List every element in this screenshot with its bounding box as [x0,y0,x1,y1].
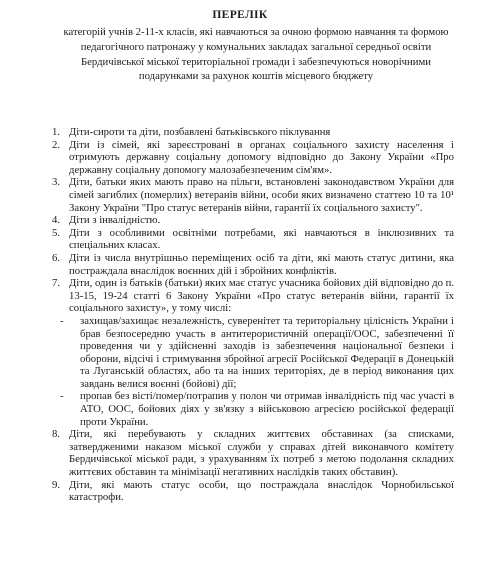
dash-marker: - [60,390,64,403]
list-item-text: Діти, один із батьків (батьки) яких має статус учасника бойових дій відповідно до п. 13-15, 19-24 статті 6 Закону України «Про статус ветеранів війни, гарантії їх соціального захисту», у тому числі: [69,277,454,315]
list-item-text: Діти, які перебувають у складних життєвих обставинах (за списками, затвердженими наказом міської служби у справах дітей виконавчого комітету Бердичівської міської ради, з урахуванням їх потреб з метою подолання складних життєвих обставин та мінімізації негативних наслідків таких обставин). [69,428,454,479]
list-marker: 6. [52,251,61,264]
list-item-text: Діти, батьки яких мають право на пільги, встановлені законодавством України для сімей загиблих (померлих) ветеранів війни, особи яких визначено статтею 10 та 10¹ Закону України "Про статус ветеранів війни, гарантії їх соціального захисту". [69,176,454,214]
list-item-text: Діти, які мають статус особи, що постраждала внаслідок Чорнобильської катастрофи. [69,478,454,504]
list-item-text: Діти із сімей, які зареєстровані в органах соціального захисту населення і отримують державну соціальну допомогу відповідно до Закону України «Про державну соціальну допомогу малозабезпеченим сім'ям». [69,138,454,176]
category-list [0,126,480,504]
list-item-text: Діти з інвалідністю. [69,214,161,227]
list-item-8 [0,428,480,478]
list-item-text: Діти із числа внутрішньо переміщених осіб та діти, які мають статус дитини, яка постраждала внаслідок воєнних дій і збройних конфліктів. [69,251,454,277]
list-item-1 [0,126,480,139]
document-title: ПЕРЕЛІК [212,9,268,21]
list-item-9 [0,479,480,504]
list-item-text: Діти-сироти та діти, позбавлені батьківського піклування [69,126,331,138]
list-marker: 3. [52,176,61,189]
list-marker: 5. [52,226,61,239]
list-item-5 [0,227,480,252]
list-marker: 4. [52,214,61,227]
sub-item-1 [0,315,480,391]
list-marker: 8. [52,428,61,441]
list-marker: 1. [52,126,61,138]
document-subtitle: категорій учнів 2-11-х класів, які навчаються за очною формою навчання та формою педагогічного патронажу у комунальних закладах загальної середньої освіти Бердичівської міської територіальної громади і забезпечуються новорічними подарунками за рахунок коштів місцевого бюджету [63,26,449,83]
list-marker: 7. [52,277,61,290]
list-item-text: захищав/захищає незалежність, суверенітет та територіальну цілісність України і брав безпосередню участь в антитерористичній операції/ООС, забезпеченні її проведення чи у здійсненні заходів із забезпечення національної безпеки і оборони, відсічі і стримування збройної агресії Російської Федерації в Донецькій та Луганській областях, або та на інших територіях, де в період виконання цих завдань велися воєнні (бойові) дії; [80,314,454,390]
list-item-text: Діти з особливими освітніми потребами, які навчаються в інклюзивних та спеціальних класах. [69,226,454,252]
list-marker: 2. [52,138,61,151]
list-item-4 [0,214,480,227]
list-item-6 [0,252,480,277]
list-item-2 [0,139,480,177]
list-item-3 [0,176,480,214]
sub-item-2 [0,390,480,428]
list-item-7 [0,277,480,315]
list-marker: 9. [52,478,61,491]
dash-marker: - [60,314,64,327]
list-item-text: пропав без вісті/помер/потрапив у полон чи отримав інвалідність під час участі в АТО, ООС, бойових діях у зв'язку з військовою агресією російської федерації проти України. [80,390,454,428]
